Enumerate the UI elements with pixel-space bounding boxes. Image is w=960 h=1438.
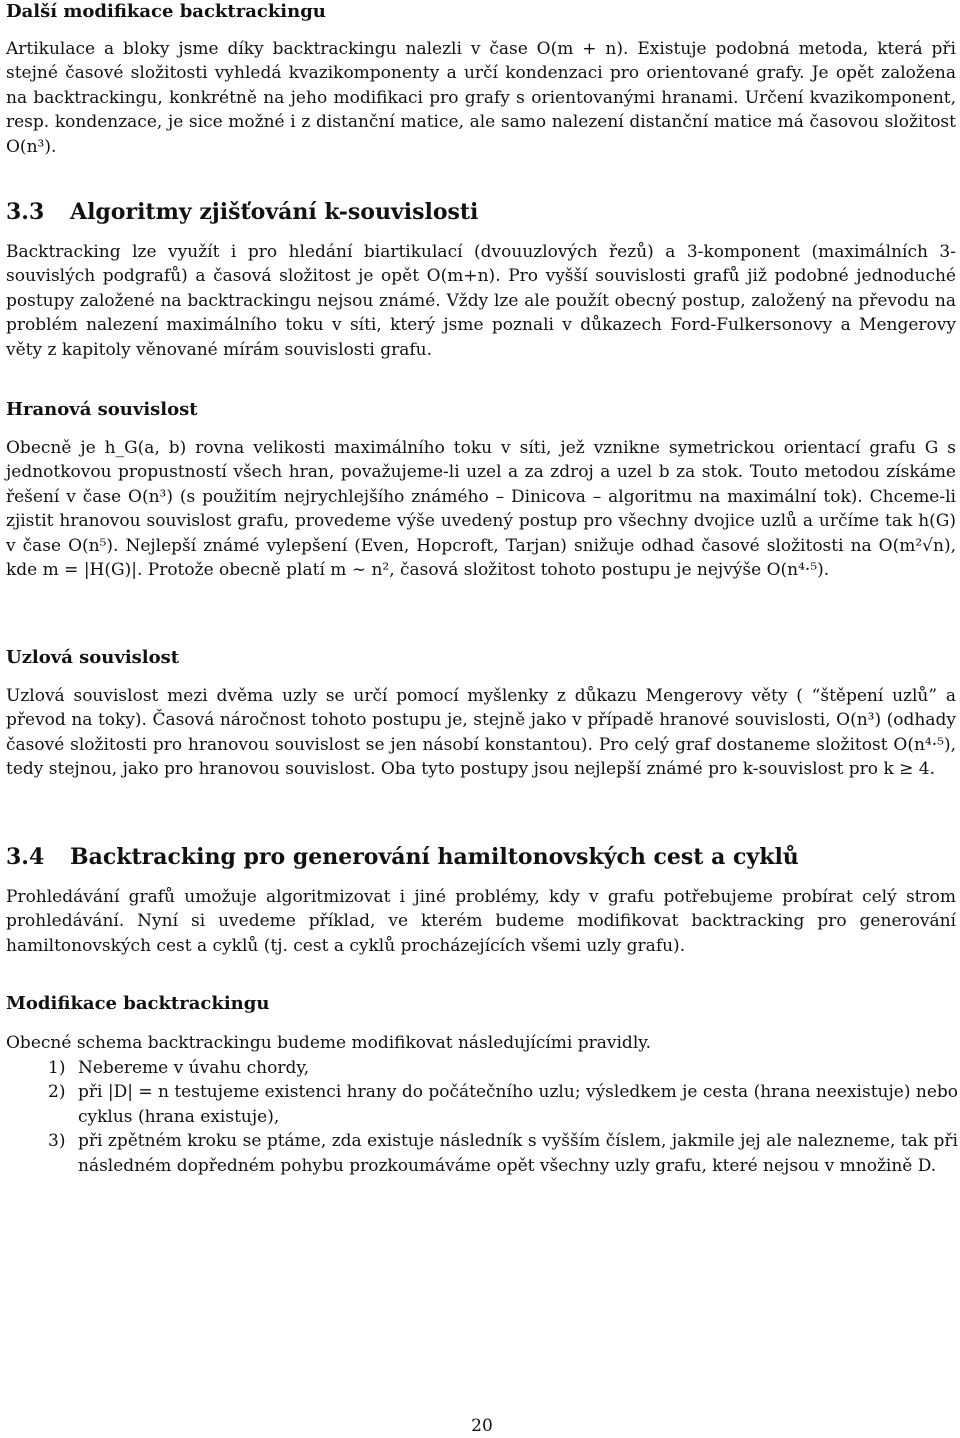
paragraph-kvazikomponenty: Artikulace a bloky jsme díky backtrackingu nalezli v čase O(m + n). Existuje podobná metoda, která při stejné časové složitosti vyhledá kvazikomponenty a určí kondenzaci pro orientované grafy. Je opět založena na backtrackingu, konkrétně na jeho modifikaci pro grafy s orientovanými hranami. Určení kvazikomponent, resp. kondenzace, je sice možné i z distanční matice, ale samo nalezení distanční matice má časovou složitost O(n³). <box>6 39 956 157</box>
paragraph-schema: Obecné schema backtrackingu budeme modifikovat následujícími pravidly. <box>6 1033 652 1053</box>
section-number: 3.3 <box>6 199 45 225</box>
paragraph-uzlova-souvislost: Uzlová souvislost mezi dvěma uzly se určí pomocí myšlenky z důkazu Mengerovy věty ( “štěpení uzlů” a převod na toky). Časová náročnost tohoto postupu je, stejně jako v případě hranové souvislosti, O(n³) (odhady časové složitosti pro hranovou souvislost se jen násobí konstantou). Pro celý graf dostaneme složitost O(n⁴·⁵), tedy stejnou, jako pro hranovou souvislost. Oba tyto postupy jsou nejlepší známé pro k-souvislost pro k ≥ 4. <box>6 686 956 780</box>
subsection-title-dalsi-modifikace: Další modifikace backtrackingu <box>6 1 326 22</box>
paragraph-hranova-souvislost: Obecně je h_G(a, b) rovna velikosti maximálního toku v síti, jež vznikne symetrickou orientací grafu G s jednotkovou propustností všech hran, považujeme-li uzel a za zdroj a uzel b za stok. Touto metodou získáme řešení v čase O(n³) (s použitím nejrychlejšího známého – Dinicova – algoritmu na maximální tok). Chceme-li zjistit hranovou souvislost grafu, provedeme výše uvedený postup pro všechny dvojice uzlů a určíme tak h(G) v čase O(n⁵). Nejlepší známé vylepšení (Even, Hopcroft, Tarjan) snižuje odhad časové složitosti na O(m²√n), kde m = |H(G)|. Protože obecně platí m ∼ n², časová složitost tohoto postupu je nejvýše O(n⁴·⁵). <box>6 438 956 581</box>
list-item-text: při |D| = n testujeme existenci hrany do počátečního uzlu; výsledkem je cesta (hrana neexistuje) nebo cyklus (hrana existuje), <box>78 1082 958 1127</box>
page-number: 20 <box>471 1416 493 1436</box>
document-page <box>6 0 958 1438</box>
section-title-3-4 <box>6 843 799 871</box>
list-item-text: při zpětném kroku se ptáme, zda existuje následník s vyšším číslem, jakmile jej ale nalezneme, tak při následném dopředném pohybu prozkoumáváme opět všechny uzly grafu, které nejsou v množině D. <box>78 1131 958 1176</box>
section-title-text: Backtracking pro generování hamiltonovských cest a cyklů <box>70 844 799 870</box>
paragraph-biartikulace: Backtracking lze využít i pro hledání biartikulací (dvouuzlových řezů) a 3-komponent (maximálních 3-souvislých podgrafů) a časová složitost je opět O(m+n). Pro vyšší souvislosti grafů již podobné jednoduché postupy založené na backtrackingu nejsou známé. Vždy lze ale použít obecný postup, založený na převodu na problém nalezení maximálního toku v síti, který jsme poznali v důkazech Ford-Fulkersonovy a Mengerovy věty z kapitoly věnované mírám souvislosti grafu. <box>6 242 956 360</box>
list-item-number: 3) <box>48 1131 66 1152</box>
section-title-3-3 <box>6 198 478 226</box>
subsection-title-hranova: Hranová souvislost <box>6 399 198 420</box>
paragraph-hamiltonovske: Prohledávání grafů umožuje algoritmizovat i jiné problémy, kdy v grafu potřebujeme probírat celý strom prohledávání. Nyní si uvedeme příklad, ve kterém budeme modifikovat backtracking pro generování hamiltonovských cest a cyklů (tj. cest a cyklů procházejících všemi uzly grafu). <box>6 887 956 956</box>
list-item-text: Nebereme v úvahu chordy, <box>78 1058 310 1078</box>
section-title-text: Algoritmy zjišťování k-souvislosti <box>70 199 479 225</box>
list-item <box>6 1080 958 1129</box>
section-number: 3.4 <box>6 844 45 870</box>
subsection-title-modifikace-backtrackingu: Modifikace backtrackingu <box>6 993 270 1014</box>
list-item <box>6 1129 958 1178</box>
subsection-title-uzlova: Uzlová souvislost <box>6 647 180 668</box>
list-item-number: 1) <box>48 1058 66 1078</box>
list-item <box>6 1056 958 1080</box>
list-item-number: 2) <box>48 1082 66 1103</box>
rules-list <box>6 1056 958 1178</box>
